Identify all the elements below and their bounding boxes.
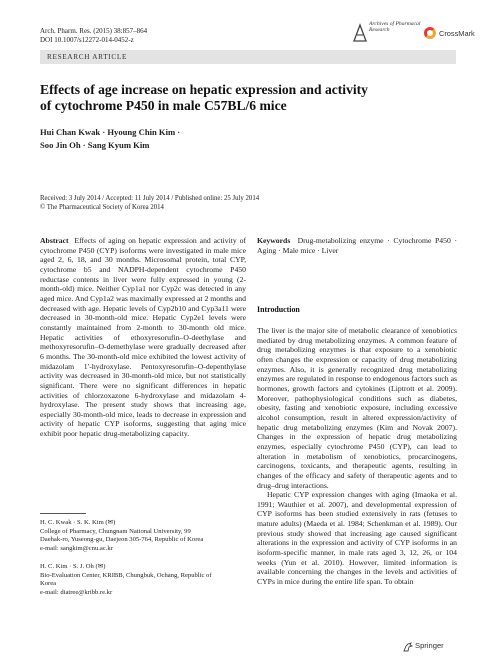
- introduction-paragraph-2: Hepatic CYP expression changes with aging (Imaoka et al. 1991; Wauthier et al. 2007), and developmental expression of CYP isoforms has been studied extensively in rats (fetuses to mature adults) (Maeda et al. 1984; Schenkman et al. 1989). Our previous study showed that increasing age caused significant alterations in the expression and activity of CYP isoforms in an isoform-specific manner, in male rats aged 3, 12, 26, or 104 weeks (Yun et al. 2010). However, limited information is available concerning the changes in the levels and activities of CYPs in mice during the entire life span. To obtain: [257, 490, 457, 587]
- affiliation-2: [40, 563, 240, 598]
- journal-logo-icon: [352, 23, 368, 43]
- abstract: [40, 236, 246, 439]
- affiliation-2-country: Korea: [40, 580, 57, 588]
- title-line-2: of cytochrome P450 in male C57BL/6 mice: [40, 98, 287, 113]
- journal-logo: [352, 21, 420, 47]
- affiliation-2-email[interactable]: e-mail: diatree@kribb.re.kr: [40, 588, 113, 596]
- article-type: RESEARCH ARTICLE: [47, 53, 128, 61]
- footnote-divider: [40, 513, 86, 514]
- crossmark-icon: [424, 27, 436, 39]
- crossmark-label: CrossMark: [439, 29, 475, 38]
- affiliation-1-institution: College of Pharmacy, Chungnam National University, 99: [40, 527, 191, 535]
- journal-line: Arch. Pharm. Res. (2015) 38:857–864: [40, 27, 148, 35]
- keywords-text: Drug-metabolizing enzyme · Cytochrome P450 · Aging · Male mice · Liver: [257, 236, 458, 255]
- publisher-name: Springer: [415, 641, 444, 650]
- journal-citation: [40, 27, 300, 45]
- abstract-heading: Abstract: [40, 236, 69, 245]
- keywords-heading: Keywords: [257, 236, 291, 245]
- publisher-logo: [403, 641, 473, 653]
- dates-line-1: Received: 3 July 2014 / Accepted: 11 July 2014 / Published online: 25 July 2014: [40, 195, 260, 202]
- affiliation-1-authors: H. C. Kwak · S. K. Kim (✉): [40, 519, 116, 526]
- introduction-paragraph-1: The liver is the major site of metabolic clearance of xenobiotics mediated by drug metabolizing enzymes. A common feature of drug metabolizing enzymes is that exposure to a xenobiotic often changes the expression or capacity of drug metabolizing enzymes. Also, it is generally recognized drug metabolizing enzymes are regulated in response to endogenous factors such as hormones, growth factors and cytokines (Liptrott et al. 2009). Moreover, pathophysiological conditions such as diabetes, obesity, fasting and xenobiotic exposure, including excessive alcohol consumption, result in altered expression/activity of hepatic drug metabolizing enzymes (Kim and Novak 2007). Changes in the expression of hepatic drug metabolizing enzymes, especially cytochrome P450 (CYP), can lead to alteration in metabolism of xenobiotics, procarcinogens, carcinogens, toxicants, and therapeutic agents, resulting in changes of the efficacy and safety of therapeutic agents and to drug–drug interactions.: [257, 326, 457, 490]
- introduction-body: [257, 326, 457, 587]
- authors-line-1: Hui Chan Kwak · Hyoung Chin Kim ·: [40, 127, 181, 137]
- springer-horse-icon: [403, 642, 413, 652]
- affiliation-1-address: Daehak-ro, Yuseong-gu, Daejeon 305-764, Republic of Korea: [40, 536, 204, 544]
- affiliation-2-authors: H. C. Kim · S. J. Oh (✉): [40, 562, 106, 570]
- author-list: [40, 126, 340, 152]
- authors-line-2: Soo Jin Oh · Sang Kyum Kim: [40, 140, 150, 150]
- introduction-heading: Introduction: [257, 305, 300, 314]
- abstract-text: Effects of aging on hepatic expression and activity of cytochrome P450 (CYP) isoforms were investigated in male mice aged 2, 6, 18, and 30 months. Microsomal protein, total CYP, cytochrome b5 and NADPH-dependent cytochrome P450 reductase contents in liver were fully expressed in young (2-month-old) mice. Neither Cyp1a1 nor Cyp2c was detected in any aged mice. And Cyp1a2 was maximally expressed at 2 months and decreased with age. Hepatic levels of Cyp2b10 and Cyp3a11 were decreased in 30-month-old mice. Hepatic Cyp2e1 levels were constantly maintained from 2-month to 30-month old mice. Hepatic activities of ethoxyresorufin–O-deethylase and methoxyresorufin–O-demethylase were gradually decreased after 6 months. The 30-month-old mice exhibited the lowest activity of midazolam 1′-hydroxylase. Pentoxyresorufin–O-depenthylase activity was decreased in 30-month-old mice, but not statistically significant. There were no significant differences in hepatic activities of chlorzoxazone 6-hydroxylase and midazolam 4-hydroxylase. The present study shows that increasing age, especially 30-month-old mice, leads to decrease in expression and activity of hepatic CYP isoforms, suggesting that aging mice exhibit poor hepatic drug-metabolizing capacity.: [40, 236, 246, 439]
- crossmark-badge[interactable]: [424, 25, 484, 43]
- publication-dates: [40, 195, 460, 213]
- copyright-line: © The Pharmaceutical Society of Korea 2014: [40, 203, 164, 211]
- title-line-1: Effects of age increase on hepatic expression and activity: [40, 82, 368, 97]
- author-affiliations: [40, 519, 240, 607]
- keywords: [257, 236, 457, 255]
- affiliation-1-email[interactable]: e-mail: sangkim@cnu.ac.kr: [40, 545, 113, 553]
- affiliation-1: [40, 519, 240, 554]
- article-title: [40, 82, 460, 114]
- journal-logo-text: Archives of Pharmacal Research: [369, 21, 421, 34]
- affiliation-2-institution: Bio-Evaluation Center, KRIBB, Chungbuk, Ochang, Republic of: [40, 571, 212, 579]
- doi-line: DOI 10.1007/s12272-014-0452-z: [40, 36, 134, 44]
